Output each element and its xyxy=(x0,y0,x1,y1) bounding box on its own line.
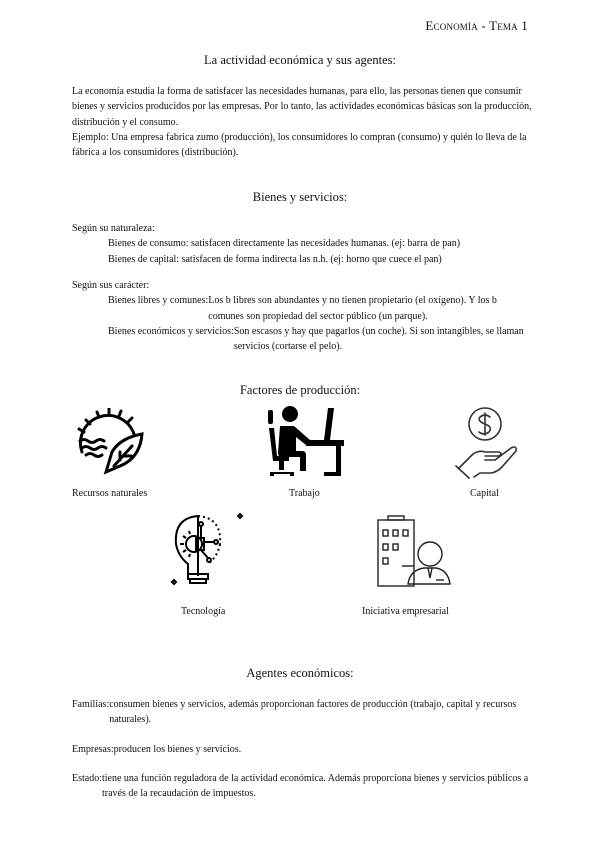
section-title-production-factors: Factores de producción: xyxy=(239,383,361,397)
hand-dollar-coin-icon xyxy=(453,406,523,482)
intro-example: Ejemplo: Una empresa fabrica zumo (producción), los consumidores lo compran (consumo) y quién lo lleva de la fábrica a los consumidores (distribución). xyxy=(72,131,527,159)
agent-families-term: Familias: xyxy=(72,699,110,710)
factor-label-technology: Tecnología xyxy=(181,606,226,617)
by-nature-heading: Según su naturaleza: xyxy=(72,223,155,234)
agent-companies-definition: producen los bienes y servicios. xyxy=(113,744,242,755)
agent-families xyxy=(72,697,532,728)
intro-paragraph: La economía estudia la forma de satisfacer las necesidades humanas, para ello, las personas tienen que consumir bienes y servicios producidos por las empresas. Por lo tanto, las actividades económicas básicas son la producción, distribución y el consumo. xyxy=(72,86,532,128)
factor-label-capital: Capital xyxy=(470,488,499,499)
person-at-desk-icon xyxy=(266,406,346,480)
section-title-economic-activity: La actividad económica y sus agentes: xyxy=(204,53,396,67)
factor-label-entrepreneurship: Iniciativa empresarial xyxy=(362,606,449,617)
agent-companies-term: Empresas: xyxy=(72,744,114,755)
factor-label-labour: Trabajo xyxy=(289,488,320,499)
agent-state xyxy=(72,771,532,802)
agent-state-term: Estado: xyxy=(72,773,102,784)
goods-by-nature xyxy=(72,221,532,267)
economic-goods-item xyxy=(72,324,532,355)
free-common-goods-definition: Los b libres son abundantes y no tienen propietario (el oxígeno). Y los b comunes son propiedad del sector público (un parque). xyxy=(208,295,497,322)
section-title-economic-agents: Agentes económicos: xyxy=(246,666,354,680)
by-character-heading: Según sus carácter: xyxy=(72,280,150,291)
nature-sun-leaf-icon xyxy=(76,408,148,478)
agent-families-row xyxy=(72,697,532,728)
intro-paragraph-block xyxy=(72,84,532,160)
free-common-goods-term: Bienes libres y comunes: xyxy=(108,295,209,307)
building-businessman-icon xyxy=(374,514,454,590)
section-title-goods-services: Bienes y servicios: xyxy=(252,190,348,204)
economic-goods-definition: Son escasos y hay que pagarlos (un coche). Si son intangibles, se llaman servicios (cortarse el pelo). xyxy=(233,325,524,353)
agent-companies xyxy=(72,742,532,757)
lightbulb-gear-circuit-icon xyxy=(168,512,248,588)
agent-state-row xyxy=(72,771,532,802)
economic-goods-term: Bienes económicos y servicios: xyxy=(108,325,234,337)
agent-companies-row xyxy=(72,742,532,757)
goods-by-character xyxy=(72,278,532,354)
agent-state-definition: tiene una función reguladora de la actividad económica. Además proporciona bienes y servicios públicos a través de la recaudación de impuestos. xyxy=(102,773,529,800)
agent-families-definition: consumen bienes y servicios, además proporcionan factores de producción (trabajo, capital y recursos naturales). xyxy=(109,699,517,726)
free-common-goods-item xyxy=(72,293,532,324)
factor-label-natural-resources: Recursos naturales xyxy=(72,488,148,499)
document-header: Economía - Tema 1 xyxy=(425,18,528,33)
capital-goods-item: Bienes de capital: satisfacen de forma indirecta las n.h. (ej: horno que cuece el pan) xyxy=(108,253,442,265)
consumer-goods-item: Bienes de consumo: satisfacen directamente las necesidades humanas. (ej: barra de pan) xyxy=(108,238,461,250)
